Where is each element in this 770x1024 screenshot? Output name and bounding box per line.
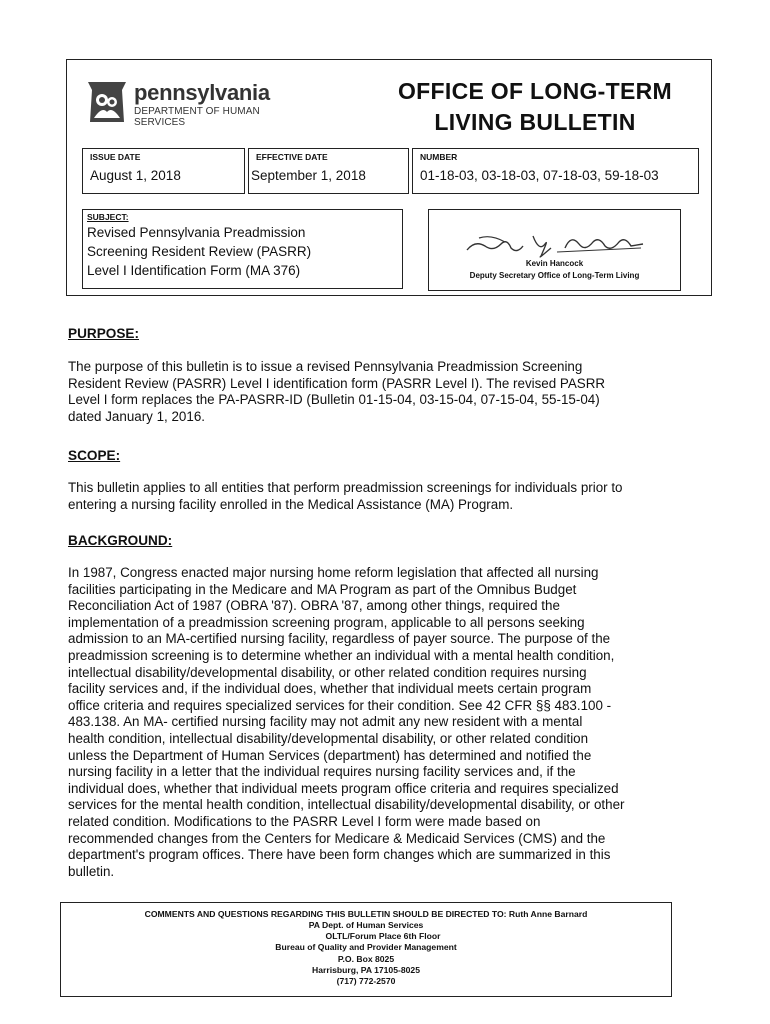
background-line: facility services and, if the individual does, whether that individual meets certain program (68, 681, 592, 697)
effective-date-cell (248, 148, 409, 194)
signatory-title: Deputy Secretary Office of Long-Term Living (469, 271, 640, 280)
title-line-1: OFFICE OF LONG-TERM (397, 78, 672, 104)
subject-line-1: Revised Pennsylvania Preadmission (87, 225, 306, 240)
background-line: facilities participating in the Medicare and MA Program as part of the Omnibus Budget (68, 581, 577, 597)
purpose-line: dated January 1, 2016. (68, 408, 205, 424)
background-line: individual does, whether that individual meets program office criteria and requires specialized (68, 780, 619, 796)
issue-date-label: ISSUE DATE (90, 152, 141, 162)
effective-date-value: September 1, 2018 (251, 168, 366, 183)
background-line: bulletin. (68, 863, 115, 879)
background-line: office criteria and requires specialized services for their condition. See 42 CFR §§ 483.100 - (68, 697, 612, 713)
background-line: implementation of a preadmission screening program, applicable to all persons seeking (68, 614, 585, 630)
number-label: NUMBER (420, 152, 458, 162)
background-line: 483.138. An MA- certified nursing facility may not admit any new resident with a mental (68, 714, 583, 730)
footer-line: OLTL/Forum Place 6th Floor (325, 931, 441, 941)
signature-cell (428, 209, 681, 291)
logo-wordmark: pennsylvania (134, 80, 270, 105)
background-line: preadmission screening is to determine whether an individual with a mental health condition, (68, 647, 615, 663)
background-line: services for the mental health condition, intellectual disability/developmental disability, or other (68, 797, 625, 813)
logo-department: DEPARTMENT OF HUMAN SERVICES (134, 106, 260, 128)
subject-text (87, 223, 311, 280)
subject-cell (82, 209, 403, 289)
subject-label: SUBJECT: (87, 212, 129, 222)
footer-line: Bureau of Quality and Provider Management (275, 942, 457, 952)
effective-date-label: EFFECTIVE DATE (256, 152, 328, 162)
issue-date-cell (82, 148, 245, 194)
title-line-2: LIVING BULLETIN (434, 109, 636, 135)
subject-line-2: Screening Resident Review (PASRR) (87, 244, 312, 259)
signature-image (461, 224, 651, 260)
background-heading: BACKGROUND: (68, 533, 173, 548)
bulletin-title (360, 76, 710, 138)
background-line: Reconciliation Act of 1987 (OBRA '87). OBRA '87, among other things, required the (68, 598, 560, 614)
footer-line: COMMENTS AND QUESTIONS REGARDING THIS BULLETIN SHOULD BE DIRECTED TO: Ruth Anne Barnard (144, 909, 588, 919)
footer-line: (717) 772-2570 (336, 976, 396, 986)
background-body (68, 565, 698, 880)
footer-line: Harrisburg, PA 17105-8025 (312, 965, 420, 975)
background-line: health condition, intellectual disability/developmental disability, or other related condition (68, 730, 589, 746)
scope-body (68, 480, 698, 513)
background-line: unless the Department of Human Services (department) has determined and notified the (68, 747, 592, 763)
background-line: department's program offices. There have been form changes which are summarized in this (68, 847, 611, 863)
purpose-line: The purpose of this bulletin is to issue a revised Pennsylvania Preadmission Screening (68, 359, 583, 374)
background-line: recommended changes from the Centers for Medicare & Medicaid Services (CMS) and the (68, 830, 606, 846)
pa-dhs-logo (84, 78, 304, 128)
scope-line: This bulletin applies to all entities that perform preadmission screenings for individuals prior to (68, 480, 623, 495)
background-line: admission to an MA-certified nursing facility, regardless of payer source. The purpose of the (68, 631, 611, 647)
scope-line: entering a nursing facility enrolled in the Medical Assistance (MA) Program. (68, 496, 514, 512)
background-line: In 1987, Congress enacted major nursing home reform legislation that affected all nursing (68, 565, 599, 580)
footer-line: PA Dept. of Human Services (308, 920, 424, 930)
number-value: 01-18-03, 03-18-03, 07-18-03, 59-18-03 (420, 168, 659, 183)
purpose-line: Level I form replaces the PA-PASRR-ID (Bulletin 01-15-04, 03-15-04, 07-15-04, 55-15-04) (68, 392, 600, 408)
scope-heading: SCOPE: (68, 448, 121, 463)
keystone-icon (84, 78, 130, 124)
purpose-heading: PURPOSE: (68, 326, 140, 341)
background-line: nursing facility in a letter that the individual requires nursing facility services and, if the (68, 764, 576, 780)
issue-date-value: August 1, 2018 (90, 168, 181, 183)
contact-footer-box (60, 902, 672, 997)
signatory-name: Kevin Hancock (525, 259, 584, 268)
background-line: intellectual disability/developmental disability, or other related condition requires nursing (68, 664, 587, 680)
purpose-line: Resident Review (PASRR) Level I identification form (PASRR Level I). The revised PASRR (68, 375, 606, 391)
subject-line-3: Level I Identification Form (MA 376) (87, 263, 301, 278)
purpose-body (68, 359, 698, 425)
number-cell (412, 148, 699, 194)
background-line: related condition. Modifications to the PASRR Level I form were made based on (68, 813, 541, 829)
footer-line: P.O. Box 8025 (337, 954, 395, 964)
